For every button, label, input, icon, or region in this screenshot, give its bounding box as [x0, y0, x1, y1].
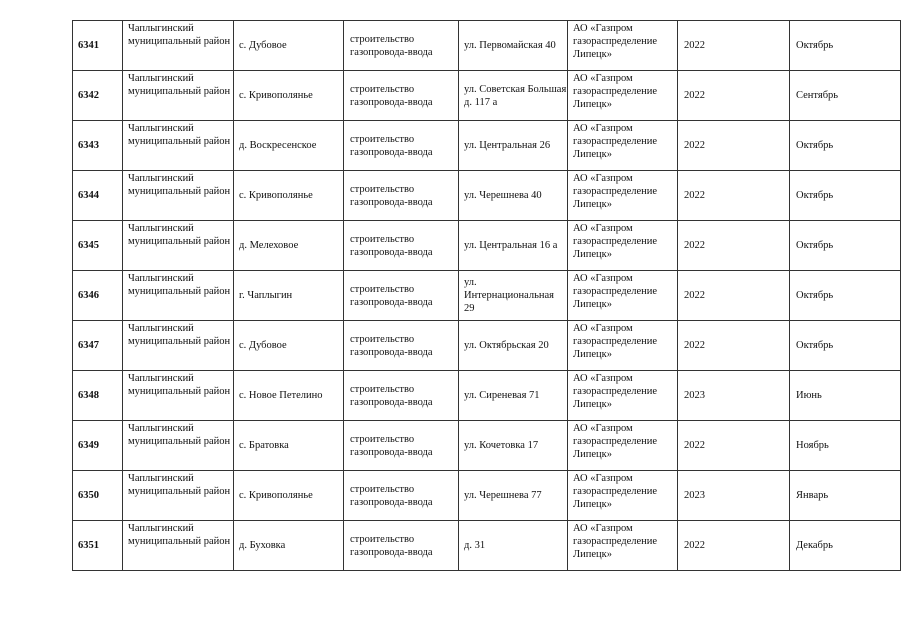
- settlement-cell: с. Кривополянье: [234, 71, 344, 121]
- work-type-cell: строительство газопровода-ввода: [344, 421, 459, 471]
- year-cell: 2022: [678, 21, 790, 71]
- district-text: Чаплыгинский муниципальный район: [128, 523, 231, 547]
- table-body: [73, 21, 901, 571]
- table-row: [73, 71, 901, 121]
- settlement-cell: с. Новое Петелино: [234, 371, 344, 421]
- row-number: 6344: [73, 171, 123, 221]
- table-row: [73, 321, 901, 371]
- address-cell: ул. Черешнева 40: [459, 171, 568, 221]
- district-text: Чаплыгинский муниципальный район: [128, 273, 231, 297]
- district-text: Чаплыгинский муниципальный район: [128, 123, 231, 147]
- organization-cell: [568, 421, 678, 471]
- organization-cell: [568, 221, 678, 271]
- address-cell: ул. Сиреневая 71: [459, 371, 568, 421]
- district-cell: [123, 321, 234, 371]
- organization-cell: [568, 471, 678, 521]
- district-text: Чаплыгинский муниципальный район: [128, 423, 231, 447]
- row-number: 6341: [73, 21, 123, 71]
- table-row: [73, 471, 901, 521]
- address-cell: ул. Центральная 16 а: [459, 221, 568, 271]
- district-cell: [123, 171, 234, 221]
- month-cell: Октябрь: [790, 321, 901, 371]
- row-number: 6345: [73, 221, 123, 271]
- table-row: [73, 271, 901, 321]
- district-text: Чаплыгинский муниципальный район: [128, 173, 231, 197]
- work-type-cell: строительство газопровода-ввода: [344, 121, 459, 171]
- district-text: Чаплыгинский муниципальный район: [128, 473, 231, 497]
- month-cell: Октябрь: [790, 171, 901, 221]
- district-cell: [123, 221, 234, 271]
- table-row: [73, 121, 901, 171]
- month-cell: Ноябрь: [790, 421, 901, 471]
- table-row: [73, 521, 901, 571]
- row-number: 6342: [73, 71, 123, 121]
- organization-cell: [568, 371, 678, 421]
- address-cell: ул. Советская Большая д. 117 а: [459, 71, 568, 121]
- organization-text: АО «Газпром газораспределение Липецк»: [573, 23, 658, 60]
- year-cell: 2022: [678, 221, 790, 271]
- settlement-cell: д. Мелеховое: [234, 221, 344, 271]
- work-type-cell: строительство газопровода-ввода: [344, 71, 459, 121]
- district-cell: [123, 71, 234, 121]
- table-row: [73, 21, 901, 71]
- work-type-cell: строительство газопровода-ввода: [344, 221, 459, 271]
- settlement-cell: с. Дубовое: [234, 21, 344, 71]
- month-cell: Октябрь: [790, 221, 901, 271]
- month-cell: Январь: [790, 471, 901, 521]
- organization-text: АО «Газпром газораспределение Липецк»: [573, 423, 658, 460]
- settlement-cell: с. Братовка: [234, 421, 344, 471]
- year-cell: 2022: [678, 321, 790, 371]
- work-type-cell: строительство газопровода-ввода: [344, 271, 459, 321]
- year-cell: 2022: [678, 71, 790, 121]
- organization-text: АО «Газпром газораспределение Липецк»: [573, 73, 658, 110]
- work-type-cell: строительство газопровода-ввода: [344, 471, 459, 521]
- organization-cell: [568, 271, 678, 321]
- district-text: Чаплыгинский муниципальный район: [128, 223, 231, 247]
- address-cell: ул. Черешнева 77: [459, 471, 568, 521]
- month-cell: Июнь: [790, 371, 901, 421]
- organization-text: АО «Газпром газораспределение Липецк»: [573, 123, 658, 160]
- year-cell: 2023: [678, 371, 790, 421]
- organization-text: АО «Газпром газораспределение Липецк»: [573, 323, 658, 360]
- work-type-cell: строительство газопровода-ввода: [344, 171, 459, 221]
- table-row: [73, 221, 901, 271]
- address-cell: ул. Центральная 26: [459, 121, 568, 171]
- organization-cell: [568, 71, 678, 121]
- organization-cell: [568, 171, 678, 221]
- work-type-cell: строительство газопровода-ввода: [344, 521, 459, 571]
- month-cell: Октябрь: [790, 21, 901, 71]
- month-cell: Октябрь: [790, 121, 901, 171]
- address-cell: ул. Интернациональная 29: [459, 271, 568, 321]
- work-type-cell: строительство газопровода-ввода: [344, 321, 459, 371]
- address-cell: ул. Кочетовка 17: [459, 421, 568, 471]
- row-number: 6347: [73, 321, 123, 371]
- year-cell: 2022: [678, 421, 790, 471]
- row-number: 6348: [73, 371, 123, 421]
- work-type-cell: строительство газопровода-ввода: [344, 371, 459, 421]
- month-cell: Октябрь: [790, 271, 901, 321]
- row-number: 6343: [73, 121, 123, 171]
- organization-cell: [568, 121, 678, 171]
- year-cell: 2022: [678, 271, 790, 321]
- row-number: 6351: [73, 521, 123, 571]
- row-number: 6346: [73, 271, 123, 321]
- district-text: Чаплыгинский муниципальный район: [128, 73, 231, 97]
- row-number: 6350: [73, 471, 123, 521]
- year-cell: 2022: [678, 521, 790, 571]
- month-cell: Сентябрь: [790, 71, 901, 121]
- year-cell: 2022: [678, 121, 790, 171]
- district-cell: [123, 371, 234, 421]
- district-cell: [123, 121, 234, 171]
- table-row: [73, 171, 901, 221]
- organization-text: АО «Газпром газораспределение Липецк»: [573, 223, 658, 260]
- settlement-cell: д. Воскресенское: [234, 121, 344, 171]
- district-cell: [123, 421, 234, 471]
- organization-text: АО «Газпром газораспределение Липецк»: [573, 473, 658, 510]
- row-number: 6349: [73, 421, 123, 471]
- table-row: [73, 371, 901, 421]
- organization-cell: [568, 321, 678, 371]
- organization-text: АО «Газпром газораспределение Липецк»: [573, 273, 658, 310]
- organization-cell: [568, 521, 678, 571]
- address-cell: ул. Октябрьская 20: [459, 321, 568, 371]
- address-cell: д. 31: [459, 521, 568, 571]
- settlement-cell: с. Кривополянье: [234, 471, 344, 521]
- year-cell: 2022: [678, 171, 790, 221]
- district-text: Чаплыгинский муниципальный район: [128, 373, 231, 397]
- organization-text: АО «Газпром газораспределение Липецк»: [573, 523, 658, 560]
- district-text: Чаплыгинский муниципальный район: [128, 323, 231, 347]
- settlement-cell: д. Буховка: [234, 521, 344, 571]
- address-cell: ул. Первомайская 40: [459, 21, 568, 71]
- work-type-cell: строительство газопровода-ввода: [344, 21, 459, 71]
- district-cell: [123, 471, 234, 521]
- organization-text: АО «Газпром газораспределение Липецк»: [573, 173, 658, 210]
- district-cell: [123, 271, 234, 321]
- settlement-cell: г. Чаплыгин: [234, 271, 344, 321]
- gasification-table: [72, 20, 901, 571]
- organization-cell: [568, 21, 678, 71]
- organization-text: АО «Газпром газораспределение Липецк»: [573, 373, 658, 410]
- district-text: Чаплыгинский муниципальный район: [128, 23, 231, 47]
- month-cell: Декабрь: [790, 521, 901, 571]
- settlement-cell: с. Кривополянье: [234, 171, 344, 221]
- district-cell: [123, 21, 234, 71]
- table-row: [73, 421, 901, 471]
- year-cell: 2023: [678, 471, 790, 521]
- settlement-cell: с. Дубовое: [234, 321, 344, 371]
- district-cell: [123, 521, 234, 571]
